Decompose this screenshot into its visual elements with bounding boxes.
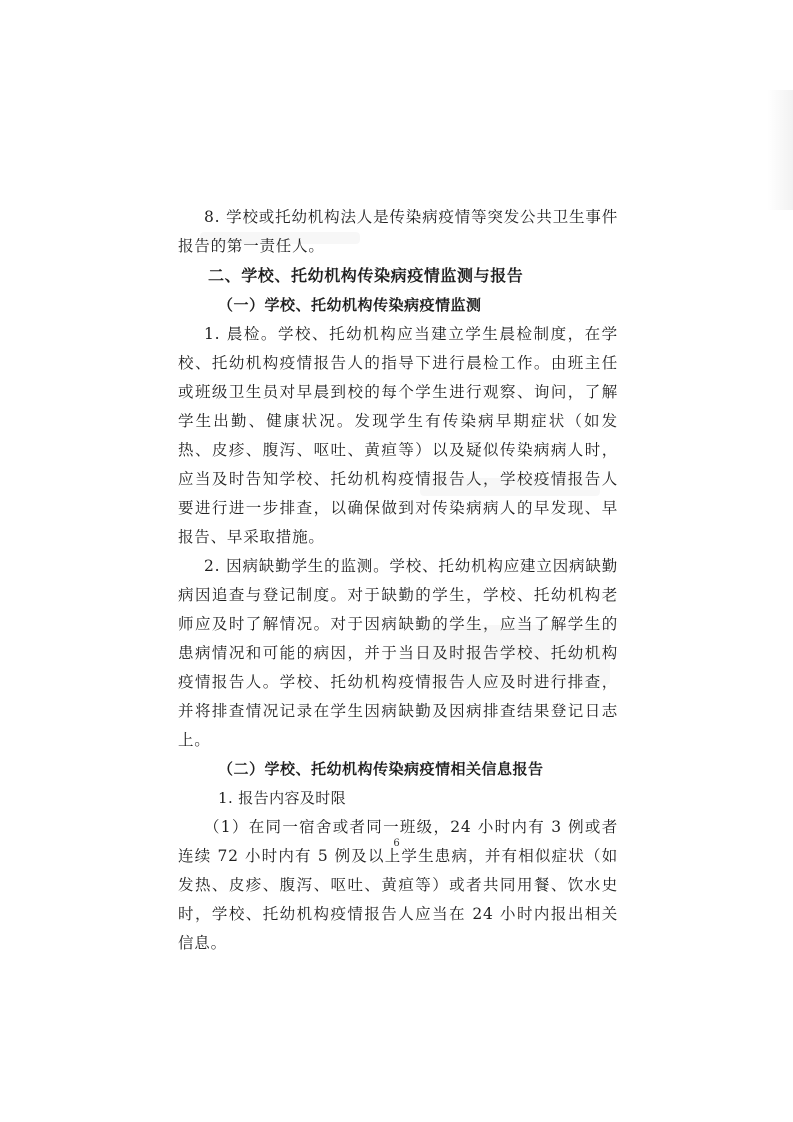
morning-check-paragraph: 1. 晨检。学校、托幼机构应当建立学生晨检制度，在学校、托幼机构疫情报告人的指导下进行晨检工作。由班主任或班级卫生员对早晨到校的每个学生进行观察、询问，了解学生出勤、健康状况。发现学生有传染病早期症状（如发热、皮疹、腹泻、呕吐、黄疸等）以及疑似传染病病人时，应当及时告知学校、托幼机构疫情报告人，学校疫情报告人要进行进一步排查，以确保做到对传染病病人的早发现、早报告、早采取措施。 — [178, 325, 618, 546]
report-content-heading: 1. 报告内容及时限 — [218, 789, 347, 807]
subsection-1-heading: （一）学校、托幼机构传染病疫情监测 — [218, 296, 482, 314]
subsection-2-heading: （二）学校、托幼机构传染病疫情相关信息报告 — [218, 760, 544, 778]
section-2-heading: 二、学校、托幼机构传染病疫情监测与报告 — [208, 266, 524, 285]
scan-shadow — [767, 90, 793, 210]
absence-monitoring-paragraph: 2. 因病缺勤学生的监测。学校、托幼机构应建立因病缺勤病因追查与登记制度。对于缺勤的学生，学校、托幼机构老师应及时了解情况。对于因病缺勤的学生，应当了解学生的患病情况和可能的病因，并于当日及时报告学校、托幼机构疫情报告人。学校、托幼机构疫情报告人应及时进行排查，并将排查情况记录在学生因病缺勤及因病排查结果登记日志上。 — [178, 557, 618, 749]
item-8-paragraph: 8. 学校或托幼机构法人是传染病疫情等突发公共卫生事件报告的第一责任人。 — [178, 208, 618, 255]
page-number: 6 — [393, 838, 400, 849]
report-item-1-paragraph: （1）在同一宿舍或者同一班级，24 小时内有 3 例或者连续 72 小时内有 5 例及以上学生患病，并有相似症状（如发热、皮疹、腹泻、呕吐、黄疸等）或者共同用餐、饮水史时，学校、托幼机构疫情报告人应当在 24 小时内报出相关信息。 — [178, 818, 618, 952]
